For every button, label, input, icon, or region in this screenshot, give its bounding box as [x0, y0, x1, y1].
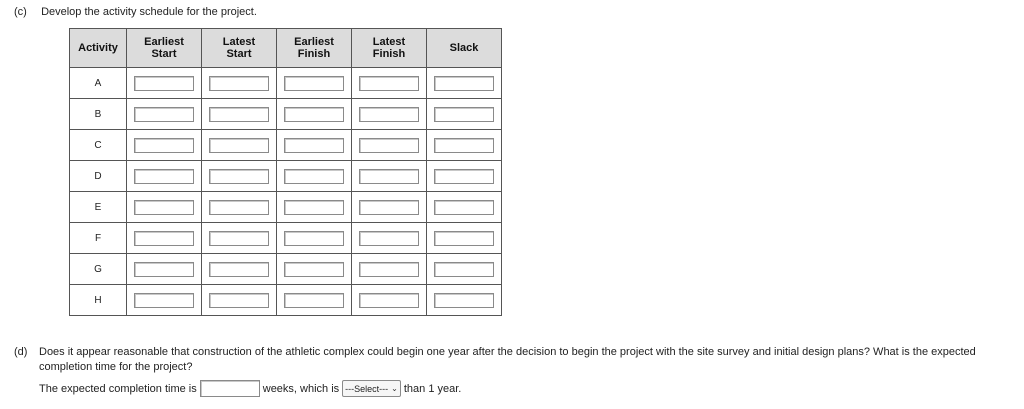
table-cell: [352, 254, 427, 285]
table-row: [70, 254, 502, 285]
schedule-input[interactable]: [359, 200, 419, 215]
table-row: [70, 223, 502, 254]
part-c-prompt: [14, 6, 257, 18]
answer-line: [39, 380, 461, 397]
activity-schedule-table: [69, 28, 502, 316]
table-cell: [277, 223, 352, 254]
schedule-input[interactable]: [134, 107, 194, 122]
table-cell: [427, 130, 502, 161]
table-cell: [202, 285, 277, 316]
schedule-input[interactable]: [284, 262, 344, 277]
part-d-tag: (d): [14, 346, 28, 358]
column-header: Latest Start: [202, 29, 277, 68]
column-header: Earliest Finish: [277, 29, 352, 68]
schedule-input[interactable]: [359, 231, 419, 246]
table-cell: [202, 254, 277, 285]
table-cell: [352, 161, 427, 192]
schedule-input[interactable]: [359, 107, 419, 122]
schedule-input[interactable]: [359, 262, 419, 277]
table-cell: [127, 192, 202, 223]
part-c-text: Develop the activity schedule for the project.: [41, 6, 257, 18]
schedule-input[interactable]: [359, 169, 419, 184]
table-cell: [202, 68, 277, 99]
schedule-input[interactable]: [134, 138, 194, 153]
activity-label: C: [70, 130, 127, 161]
table-cell: [427, 254, 502, 285]
table-cell: [202, 99, 277, 130]
schedule-input[interactable]: [209, 76, 269, 91]
schedule-input[interactable]: [434, 293, 494, 308]
table-cell: [277, 192, 352, 223]
activity-label: F: [70, 223, 127, 254]
table-row: [70, 68, 502, 99]
part-d-question: [14, 345, 1014, 375]
schedule-input[interactable]: [284, 231, 344, 246]
table-cell: [127, 161, 202, 192]
table-cell: [202, 130, 277, 161]
schedule-input[interactable]: [134, 293, 194, 308]
table-cell: [202, 223, 277, 254]
table-cell: [427, 223, 502, 254]
table-cell: [202, 192, 277, 223]
schedule-input[interactable]: [359, 76, 419, 91]
table-cell: [127, 285, 202, 316]
part-c-tag: (c): [14, 6, 27, 18]
header-row: [70, 29, 502, 68]
schedule-input[interactable]: [434, 76, 494, 91]
schedule-input[interactable]: [209, 107, 269, 122]
table-cell: [352, 130, 427, 161]
schedule-input[interactable]: [209, 262, 269, 277]
schedule-input[interactable]: [209, 231, 269, 246]
schedule-input[interactable]: [209, 200, 269, 215]
schedule-input[interactable]: [434, 200, 494, 215]
table-cell: [127, 254, 202, 285]
activity-label: E: [70, 192, 127, 223]
table-body: [70, 68, 502, 316]
table-cell: [277, 130, 352, 161]
table-row: [70, 285, 502, 316]
activity-label: D: [70, 161, 127, 192]
table-cell: [427, 192, 502, 223]
table-cell: [352, 68, 427, 99]
table-cell: [427, 99, 502, 130]
schedule-input[interactable]: [284, 76, 344, 91]
schedule-input[interactable]: [209, 293, 269, 308]
table-cell: [352, 99, 427, 130]
table-cell: [202, 161, 277, 192]
schedule-input[interactable]: [134, 231, 194, 246]
table-cell: [277, 68, 352, 99]
table-cell: [352, 223, 427, 254]
schedule-input[interactable]: [209, 138, 269, 153]
table-cell: [277, 99, 352, 130]
part-d-text: Does it appear reasonable that construction of the athletic complex could begin one year after the decision to begin the project with the site survey and initial design plans? What is the expected completion time for the project?: [39, 346, 976, 373]
schedule-input[interactable]: [209, 169, 269, 184]
chevron-down-icon: ⌄: [391, 384, 398, 393]
schedule-input[interactable]: [134, 169, 194, 184]
activity-label: B: [70, 99, 127, 130]
table-cell: [427, 161, 502, 192]
table-row: [70, 99, 502, 130]
schedule-input[interactable]: [134, 200, 194, 215]
schedule-input[interactable]: [359, 293, 419, 308]
column-header: Earliest Start: [127, 29, 202, 68]
schedule-input[interactable]: [284, 169, 344, 184]
table-cell: [352, 192, 427, 223]
answer-prefix: The expected completion time is: [39, 382, 197, 395]
schedule-input[interactable]: [359, 138, 419, 153]
table-cell: [127, 99, 202, 130]
column-header: Activity: [70, 29, 127, 68]
schedule-input[interactable]: [284, 200, 344, 215]
schedule-input[interactable]: [434, 138, 494, 153]
table-cell: [352, 285, 427, 316]
activity-label: H: [70, 285, 127, 316]
column-header: Latest Finish: [352, 29, 427, 68]
schedule-input[interactable]: [284, 138, 344, 153]
table-cell: [277, 254, 352, 285]
table-row: [70, 192, 502, 223]
answer-mid: weeks, which is: [262, 382, 340, 395]
table-cell: [127, 68, 202, 99]
schedule-input[interactable]: [434, 169, 494, 184]
table-cell: [277, 285, 352, 316]
answer-suffix: than 1 year.: [403, 382, 462, 395]
column-header: Slack: [427, 29, 502, 68]
table-cell: [427, 285, 502, 316]
schedule-input[interactable]: [434, 231, 494, 246]
table-cell: [127, 223, 202, 254]
table-cell: [427, 68, 502, 99]
select-value: ---Select---: [345, 383, 389, 394]
comparison-select[interactable]: [342, 380, 401, 397]
completion-time-input[interactable]: [200, 380, 260, 397]
schedule-input[interactable]: [134, 76, 194, 91]
table-row: [70, 161, 502, 192]
schedule-input[interactable]: [284, 293, 344, 308]
table-cell: [127, 130, 202, 161]
schedule-input[interactable]: [434, 107, 494, 122]
activity-label: G: [70, 254, 127, 285]
schedule-input[interactable]: [284, 107, 344, 122]
schedule-input[interactable]: [434, 262, 494, 277]
activity-label: A: [70, 68, 127, 99]
table-row: [70, 130, 502, 161]
schedule-input[interactable]: [134, 262, 194, 277]
table-cell: [277, 161, 352, 192]
